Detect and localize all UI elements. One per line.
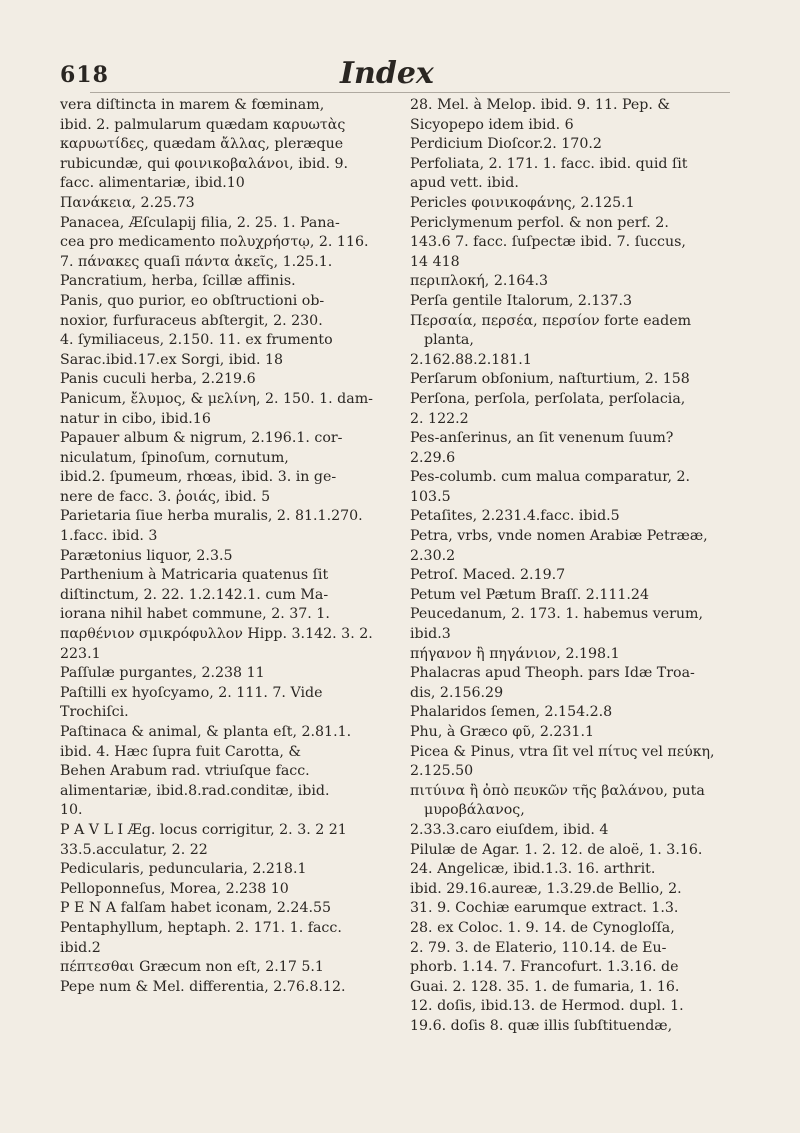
index-entry [60,370,390,390]
entry-line: Pedicularis, peduncularia, 2.218.1 [60,861,307,878]
entry-line: 24. Angelicæ, ibid.1.3. 16. arthrit. [410,861,656,878]
index-entry [410,664,740,703]
index-entry [410,155,740,194]
index-entry [410,96,740,135]
entry-line: Petaſites, 2.231.4.facc. ibid.5 [410,508,620,525]
entry-line: Perſarum obſonium, naſturtium, 2. 158 [410,371,690,388]
entry-line: alimentariæ, ibid.8.rad.conditæ, ibid. [60,782,330,799]
entry-line: nere de facc. 3. ῥοιάς, ibid. 5 [60,488,271,505]
index-entry [410,272,740,292]
entry-line: Πανάκεια, 2.25.73 [60,194,195,211]
entry-line: Sarac.ibid.17.ex Sorgi, ibid. 18 [60,351,284,368]
index-entry [60,214,390,273]
index-entry [60,429,390,507]
entry-line: dis, 2.156.29 [410,684,504,701]
entry-line: 28. ex Coloc. 1. 9. 14. de Cynogloſſa, [410,919,675,936]
index-entry [410,841,740,1037]
entry-line: Περσαία, περσέα, περσίον forte eadem planta, [410,312,692,349]
index-entry [60,507,390,546]
entry-line: 2.162.88.2.181.1 [410,351,532,368]
entry-line: 28. Mel. à Melop. ibid. 9. 11. Pep. & [410,97,671,113]
entry-line: πιτύινα ἢ ὀπὸ πευκῶν τῆς βαλάνου, puta μυροβάλανος, [410,782,705,819]
entry-line: ibid. 4. Hæc ſupra fuit Carotta, & [60,743,301,760]
entry-line: 7. πάνακες quaſi πάντα ἀκεῖς, 1.25.1. [60,253,333,270]
entry-line: Panicum, ἔλυμος, & μελίνη, 2. 150. 1. dam- [60,390,373,407]
entry-line: ibid. 29.16.aureæ, 1.3.29.de Bellio, 2. [410,880,682,897]
index-entry [410,390,740,429]
index-entry [60,96,390,194]
entry-line: Pelloponneſus, Morea, 2.238 10 [60,880,289,897]
entry-line: Pancratium, herba, ſcillæ affinis. [60,273,296,290]
entry-line: Pes-columb. cum malua comparatur, 2. [410,469,691,486]
entry-line: Sicyopepo idem ibid. 6 [410,116,574,133]
entry-line: vera diſtincta in marem & fœminam, [60,97,325,113]
index-entry [60,880,390,900]
entry-line: Parietaria ſiue herba muralis, 2. 81.1.270. [60,508,363,525]
entry-line: Periclymenum perfol. & non perf. 2. [410,214,669,231]
index-entry [60,664,390,684]
index-entry [60,292,390,370]
entry-line: 33.5.acculatur, 2. 22 [60,841,208,858]
index-entry [410,194,740,214]
index-column-right [410,96,740,1037]
index-entry [410,468,740,507]
entry-line: παρθένιον σμικρόφυλλον Hipp. 3.142. 3. 2. [60,626,373,643]
entry-line: Paſſulæ purgantes, 2.238 11 [60,665,265,682]
entry-line: Papauer album & nigrum, 2.196.1. cor- [60,430,343,447]
entry-line: 31. 9. Cochiæ earumque extract. 1.3. [410,900,679,917]
index-entry [410,527,740,566]
entry-line: natur in cibo, ibid.16 [60,410,211,427]
index-entry [60,919,390,958]
entry-line: diſtinctum, 2. 22. 1.2.142.1. cum Ma- [60,586,329,603]
index-entry [60,625,390,664]
index-entry [60,860,390,880]
entry-line: Pes-anſerinus, an ſit venenum ſuum? [410,430,674,447]
entry-line: 2. 79. 3. de Elaterio, 110.14. de Eu- [410,939,667,956]
entry-line: P A V L I Æg. locus corrigitur, 2. 3. 2 21 [60,821,347,838]
entry-line: iorana nihil habet commune, 2. 37. 1. [60,606,330,623]
entry-line: Perdicium Dioſcor.2. 170.2 [410,136,602,153]
index-entry [60,958,390,978]
entry-line: Phalaridos ſemen, 2.154.2.8 [410,704,613,721]
running-title: Index [340,56,434,91]
entry-line: Panis cuculi herba, 2.219.6 [60,371,256,388]
entry-line: 223.1 [60,645,101,662]
index-entry [410,370,740,390]
header-rule [90,92,730,93]
entry-line: 2.29.6 [410,449,456,466]
entry-line: Paſtinaca & animal, & planta eſt, 2.81.1. [60,724,352,740]
entry-line: phorb. 1.14. 7. Francofurt. 1.3.16. de [410,959,679,976]
index-entry [410,605,740,644]
index-entry [410,429,740,468]
entry-line: Petum vel Pætum Braſſ. 2.111.24 [410,586,649,603]
entry-line: cea pro medicamento πολυχρήστῳ, 2. 116. [60,234,369,251]
entry-line: ibid.2. ſpumeum, rhœas, ibid. 3. in ge- [60,469,337,486]
entry-line: Perſona, perſola, perſolata, perſolacia, [410,390,686,407]
entry-line: 103.5 [410,488,451,505]
entry-line: facc. alimentariæ, ibid.10 [60,175,245,192]
entry-line: niculatum, ſpinoſum, cornutum, [60,449,289,466]
page-header [0,50,800,96]
index-entry [60,547,390,567]
entry-line: noxior, furfuraceus abſtergit, 2. 230. [60,312,323,329]
index-entry [60,978,390,998]
entry-line: Phalacras apud Theoph. pars Idæ Troa- [410,665,695,682]
index-entry [410,782,740,841]
entry-line: 2. 122.2 [410,410,469,427]
index-column-left [60,96,390,997]
entry-line: Guai. 2. 128. 35. 1. de fumaria, 1. 16. [410,978,680,995]
index-entry [410,214,740,273]
entry-line: Pentaphyllum, heptaph. 2. 171. 1. facc. [60,919,342,936]
entry-line: rubicundæ, qui φοινικοβαλάνοι, ibid. 9. [60,155,348,172]
entry-line: Parthenium à Matricaria quatenus ſit [60,567,329,584]
entry-line: Phu, à Græco φῦ, 2.231.1 [410,724,594,740]
entry-line: 19.6. doſis 8. quæ illis ſubſtituendæ, [410,1017,673,1034]
entry-line: 2.30.2 [410,547,456,564]
index-entry [60,272,390,292]
entry-line: 2.33.3.caro eiuſdem, ibid. 4 [410,821,609,838]
index-entry [410,723,740,743]
entry-line: Pericles φοινικοφάνης, 2.125.1 [410,194,635,211]
index-entry [60,194,390,214]
entry-line: καρυωτίδες, quædam ἄλλας, pleræque [60,136,344,153]
entry-line: 1.facc. ibid. 3 [60,528,158,545]
index-entry [410,292,740,312]
entry-line: 4. ſymiliaceus, 2.150. 11. ex frumento [60,332,333,349]
entry-line: Picea & Pinus, vtra ſit vel πίτυς vel πεύκη, [410,743,715,760]
page-number: 618 [60,62,109,88]
entry-line: ibid. 2. palmularum quædam καρυωτὰς [60,116,346,133]
index-entry [410,566,740,586]
entry-line: Parætonius liquor, 2.3.5 [60,547,233,564]
entry-line: ibid.3 [410,626,451,643]
index-entry [60,566,390,625]
index-entry [410,586,740,606]
index-entry [60,684,390,723]
index-entry [410,507,740,527]
index-entry [410,312,740,371]
entry-line: περιπλοκή, 2.164.3 [410,273,548,290]
index-entry [410,743,740,782]
entry-line: Pepe num & Mel. differentia, 2.76.8.12. [60,978,346,995]
entry-line: Perfoliata, 2. 171. 1. facc. ibid. quid ſit [410,155,688,172]
entry-line: Peucedanum, 2. 173. 1. habemus verum, [410,606,704,623]
entry-line: Perſa gentile Italorum, 2.137.3 [410,292,632,309]
entry-line: 2.125.50 [410,763,474,780]
entry-line: Panacea, Æſculapij filia, 2. 25. 1. Pana- [60,214,340,231]
entry-line: Trochiſci. [60,704,129,721]
index-entry [410,135,740,155]
index-entry [60,723,390,821]
entry-line: πήγανον ἢ πηγάνιον, 2.198.1 [410,645,620,662]
entry-line: ibid.2 [60,939,101,956]
entry-line: πέπτεσθαι Græcum non eſt, 2.17 5.1 [60,959,324,976]
index-entry [60,821,390,860]
entry-line: Paſtilli ex hyoſcyamo, 2. 111. 7. Vide [60,684,323,701]
entry-line: 143.6 7. facc. ſuſpectæ ibid. 7. ſuccus, [410,234,686,251]
entry-line: P E N A falſam habet iconam, 2.24.55 [60,900,332,917]
entry-line: Petra, vrbs, vnde nomen Arabiæ Petrææ, [410,528,708,545]
index-entry [410,703,740,723]
index-entry [410,645,740,665]
index-entry [60,390,390,429]
index-entry [60,899,390,919]
entry-line: Behen Arabum rad. vtriuſque facc. [60,763,310,780]
entry-line: apud vett. ibid. [410,175,519,192]
entry-line: 10. [60,802,83,819]
entry-line: Pilulæ de Agar. 1. 2. 12. de aloë, 1. 3.16. [410,841,703,858]
entry-line: 12. doſis, ibid.13. de Hermod. dupl. 1. [410,998,684,1015]
entry-line: Panis, quo purior, eo obſtructioni ob- [60,292,325,309]
entry-line: 14 418 [410,253,460,270]
entry-line: Petroſ. Maced. 2.19.7 [410,567,566,584]
